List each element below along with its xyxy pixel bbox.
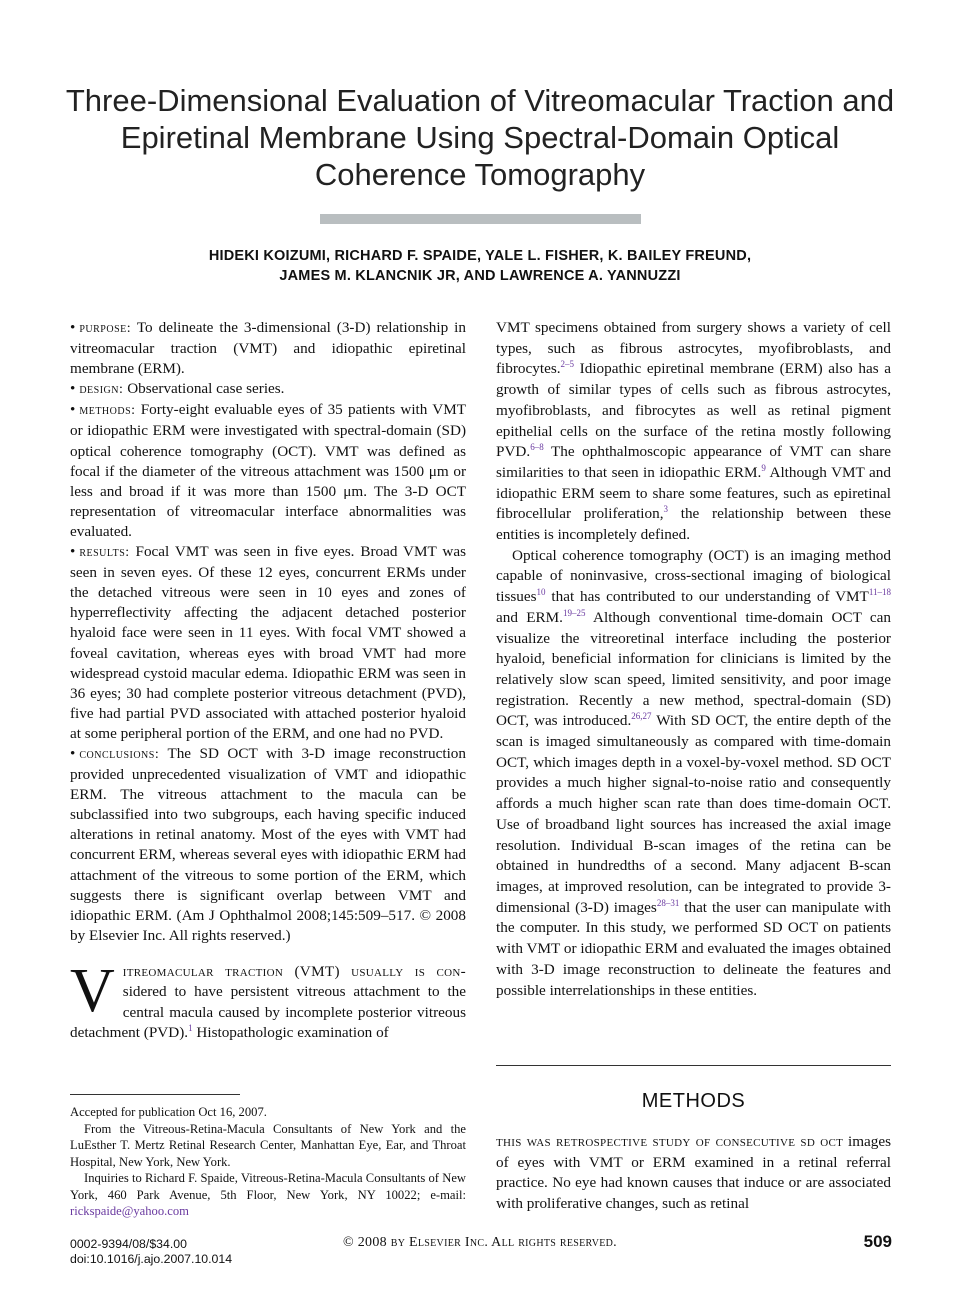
purpose-label: purpose:: [79, 321, 132, 336]
reference-link[interactable]: 19–25: [562, 607, 586, 618]
methods-label: methods:: [79, 403, 136, 419]
author-line-1: HIDEKI KOIZUMI, RICHARD F. SPAIDE, YALE L. FISHER, K. BAILEY FREUND,: [208, 248, 752, 264]
body-paragraph-2: Optical coherence tomography (OCT) is an imaging method capable of noninvasive, cross-sectional imaging of biological tissues$^{10}$ that has contributed to our understanding of VMT$^{11-18}$ and ERM.$^{19-25}$ Although conventional time-domain OCT can visualize the vitreoretinal interface including the posterior hyaloid, beneficial information for clinicians is limited by the relatively slow scan speed, limited sensitivity, and poor image registration. Recently a new method, spectral-domain (SD) OCT, was introduced.$^{26,27}$ With SD OCT, the entire depth of the scan is imaged simultaneously as compared with time-domain OCT, which images depth in a voxel-by-voxel method. SD OCT provides a much higher signal-to-noise ratio and consequently affords a much higher scan rate than does time-domain OCT. Use of broadband light sources has increased the axial image resolution. Individual B-scan images of the retina can be obtained in hundredths of a second. Many adjacent B-scan images, at improved resolution, can be integrated to provide 3-dimensional (3-D) images$^{28-31}$ that the user can manipulate with the computer. In this study, we performed SD OCT on patients with VMT or idiopathic ERM and evaluated the images obtained with 3-D image reconstruction to delineate the features and possible interrelationships in these entities.: [496, 546, 892, 999]
conclusions-label: conclusions:: [79, 746, 160, 762]
author-list: [60, 246, 900, 286]
copyright-notice: © 2008 by Elsevier Inc. All rights reserved.: [343, 1235, 617, 1250]
page-number: 509: [863, 1232, 892, 1251]
methods-heading: METHODS: [641, 1090, 746, 1112]
abstract-methods: • methods: Forty-eight evaluable eyes of 35 patients with VMT or idiopathic ERM were investigated with spectral-domain (SD) optical coherence tomography (OCT). VMT was defined as focal if the diameter of the vitreous attachment was 1500 μm or less and broad if it was more than 1500 μm. The 3-D OCT representation of vitreomacular interface abnormalities was evaluated.: [70, 401, 466, 540]
reference-link[interactable]: 6–8: [530, 442, 544, 453]
reference-link[interactable]: 1: [188, 1023, 193, 1034]
reference-link[interactable]: 2–5: [560, 359, 575, 370]
introduction-paragraph: Vitreomacular traction (VMT) usually is con- sidered to have persistent vitreous attachment to the central macula caused by incomplete posterior vitreous detachment (PVD).$^1$ Histopathologic examination of: [70, 956, 466, 1042]
issn: 0002-9394/08/$34.00: [70, 1237, 187, 1251]
accepted-note: Accepted for publication Oct 16, 2007.: [70, 1105, 267, 1119]
author-line-2: JAMES M. KLANCNIK JR, AND LAWRENCE A. YANNUZZI: [279, 268, 681, 284]
section-rule: [496, 1065, 891, 1066]
results-label: results:: [79, 545, 130, 561]
design-label: design:: [79, 382, 124, 398]
left-column: [70, 318, 466, 1044]
abstract: [70, 318, 466, 946]
doi-link[interactable]: doi:10.1016/j.ajo.2007.10.014: [70, 1252, 233, 1266]
affiliation-note: From the Vitreous-Retina-Macula Consultants of New York and the LuEsther T. Mertz Retinal Research Center, Manhattan Eye, Ear, and Throat Hospital, New York, New York.: [70, 1121, 466, 1169]
reference-link[interactable]: 10: [536, 587, 546, 598]
body-paragraph-1: VMT specimens obtained from surgery shows a variety of cell types, such as fibrous astrocytes, myofibroblasts, and fibrocytes.$^{2-5}$ Idiopathic epiretinal membrane (ERM) also has a growth of similar types of cells such as fibrous astrocytes, myofibroblasts, and fibrocytes as well as retinal pigment epithelial cells on the surface of the retina mostly following PVD.$^{6-8}$ The ophthalmoscopic appearance of VMT can share similarities to that seen in idiopathic ERM.$^9$ Although VMT and idiopathic ERM seem to share some features, such as epiretinal fibrocellular proliferation,$^3$ the relationship between these entities is incompletely defined.: [496, 319, 891, 544]
publication-ids: [70, 1237, 232, 1267]
abstract-conclusions: • conclusions: The SD OCT with 3-D image reconstruction provided unprecedented visualization of VMT and idiopathic ERM. The vitreous attachment to the macula can be subclassified into two subgroups, each having specific induced alterations in retinal anatomy. Most of the eyes with VMT had concurrent ERM, whereas several eyes with idiopathic ERM had attachment of the vitreous to some portion of the ERM, which suggests there is significant overlap between VMT and idiopathic ERM. (Am J Ophthalmol 2008;145:509–517. © 2008 by Elsevier Inc. All rights reserved.): [70, 744, 466, 944]
footnote-rule: [70, 1094, 240, 1095]
email-link[interactable]: rickspaide@yahoo.com: [70, 1204, 189, 1218]
footnotes: [70, 1104, 466, 1220]
drop-cap: V: [70, 956, 115, 1025]
reference-link[interactable]: 11–18: [868, 587, 892, 598]
abstract-design: • design: Observational case series.: [70, 380, 285, 398]
reference-link[interactable]: 9: [761, 462, 766, 473]
reference-link[interactable]: 3: [663, 504, 668, 515]
reference-link[interactable]: 26,27: [631, 711, 652, 722]
abstract-results: • results: Focal VMT was seen in five eyes. Broad VMT was seen in seven eyes. Of these 12 eyes, concurrent ERMs under the detached vitreous were seen in 10 eyes and zones of hyperreflectivity affecting the adjacent detached posterior hyaloid face were seen in 11 eyes. With focal VMT showed a foveal cavitation, whereas eyes with broad VMT had more widespread cystoid macular edema. Idiopathic ERM was seen in 36 eyes; 30 had complete posterior vitreous detachment (PVD), five had partial PVD associated with attached posterior hyaloid at some peripheral portion of the ERM, and one had no PVD.: [70, 543, 466, 742]
inquiries-note: Inquiries to Richard F. Spaide, Vitreous-Retina-Macula Consultants of New York, 460 Park Avenue, 5th Floor, New York, NY 10022; e-mail: rickspaide@yahoo.com: [70, 1171, 466, 1218]
title-divider-bar: [320, 214, 641, 224]
right-column: [496, 318, 891, 1001]
reference-link[interactable]: 28–31: [656, 897, 680, 908]
abstract-purpose: • purpose: To delineate the 3-dimensional (3-D) relationship in vitreomacular traction (VMT) and idiopathic epiretinal membrane (ERM).: [70, 319, 466, 378]
article-title: Three-Dimensional Evaluation of Vitreomacular Traction and Epiretinal Membrane Using Spectral-Domain Optical Coherence Tomography: [65, 83, 895, 192]
methods-paragraph: this was retrospective study of consecutive sd oct images of eyes with VMT or ERM examined in a retinal referral practice. No eye had known causes that induce or are associated with proliferative changes, such as retinal: [496, 1133, 891, 1213]
